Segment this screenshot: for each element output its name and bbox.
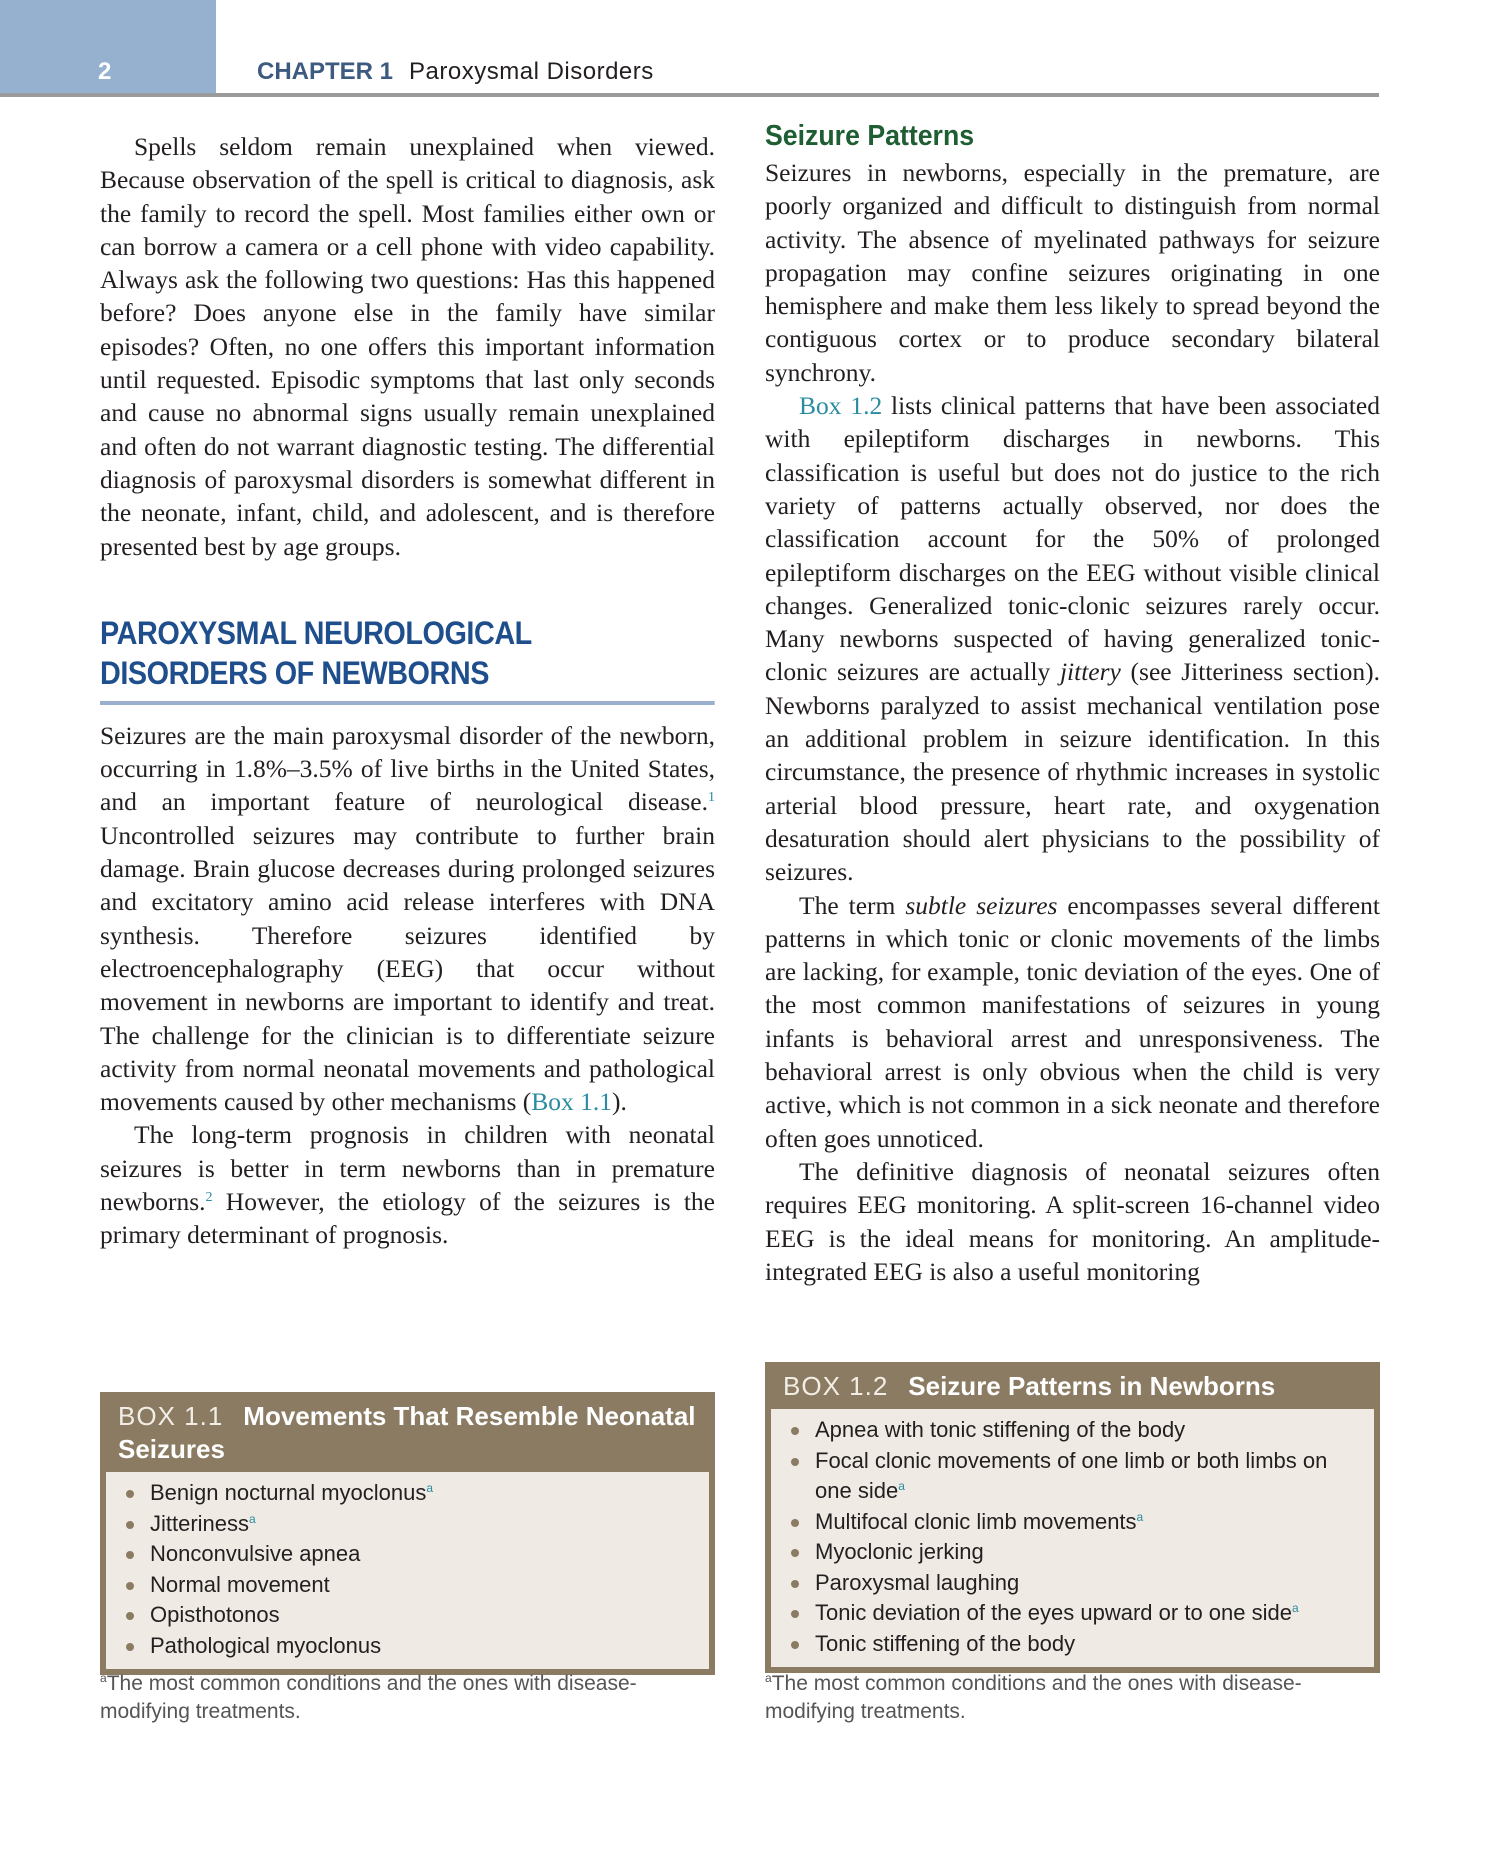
footnote-marker: a [426, 1481, 434, 1495]
footnote-text: The most common conditions and the ones with disease-modifying treatments. [100, 1672, 637, 1723]
reference-2-link[interactable]: 2 [205, 1190, 213, 1206]
box-1-1-link[interactable]: Box 1.1 [531, 1087, 613, 1117]
footnote-marker: a [1291, 1601, 1299, 1615]
box-title: Movements That Resemble Neonatal Seizures [118, 1401, 696, 1464]
list-item [116, 1600, 699, 1631]
item-text: Jitteriness [150, 1510, 250, 1536]
box-1-2-footnote [765, 1670, 1380, 1726]
box-number: BOX 1.2 [783, 1371, 889, 1401]
item-text: Benign nocturnal myoclonus [150, 1480, 427, 1505]
footnote-marker: a [1136, 1509, 1144, 1524]
running-header [257, 58, 654, 86]
subtle-seizures-paragraph [765, 889, 1380, 1155]
subheading-seizure-patterns: Seizure Patterns [765, 120, 975, 152]
intro-paragraph: Spells seldom remain unexplained when viewed. Because observation of the spell is critical to diagnosis, ask the family to record the spell. Most families either own or can borrow a camera or a cell phone with video capability. Always ask the following two questions: Has this happened before? Does anyone else in the family have similar episodes? Often, no one offers this important information until requested. Episodic symptoms that last only seconds and cause no abnormal signs usually remain unexplained and often do not warrant diagnostic testing. The differential diagnosis of paroxysmal disorders is somewhat different in the neonate, infant, child, and adolescent, and is therefore presented best by age groups. [100, 132, 715, 561]
text-run: However, the etiology of the seizures is the primary determinant of prognosis. [100, 1187, 715, 1250]
box-body [106, 1472, 709, 1669]
chapter-title: Paroxysmal Disorders [409, 58, 654, 85]
emphasis: jittery [1059, 657, 1121, 687]
item-text: Myoclonic jerking [815, 1539, 984, 1564]
footnote-marker: a [898, 1479, 905, 1493]
item-text: Apnea with tonic stiffening of the body [815, 1417, 1186, 1442]
text-run: Uncontrolled seizures may contribute to further brain damage. Brain glucose decreases during prolonged seizures and excitatory amino acid release interferes with DNA synthesis. Therefore seizures identified by electroencephalography (EEG) that occur without movement in newborns are important to identify and treat. The challenge for the clinician is to differentiate seizure activity from normal neonatal movements and pathological movements caused by other mechanisms ( [100, 820, 715, 1117]
header-rule [0, 93, 1379, 97]
box-number: BOX 1.1 [118, 1401, 224, 1431]
page-number-block [0, 0, 216, 94]
list-item [116, 1570, 699, 1601]
box-list [116, 1478, 699, 1661]
left-column [100, 130, 715, 1252]
text-run: Seizures are the main paroxysmal disorder of the newborn, occurring in 1.8%–3.5% of live births in the United States, and an important feature of neurological disease. [100, 720, 715, 817]
box-body [771, 1409, 1374, 1667]
newborn-seizures-paragraph [100, 719, 715, 1119]
footnote-mark: a [100, 1671, 107, 1685]
chapter-label: CHAPTER 1 [257, 58, 394, 85]
box-header [106, 1392, 709, 1472]
item-text: Multifocal clonic limb movements [815, 1508, 1137, 1534]
text-run: ). [612, 1087, 627, 1117]
eeg-diagnosis-paragraph: The definitive diagnosis of neonatal seizures often requires EEG monitoring. A split-screen 16-channel video EEG is the ideal means for monitoring. An amplitude-integrated EEG is also a useful monitoring [765, 1156, 1380, 1286]
box-list [781, 1415, 1364, 1659]
item-text: Tonic deviation of the eyes upward or to one side [815, 1600, 1292, 1625]
box-1-1 [100, 1392, 715, 1675]
text-run: The long-term prognosis in children with neonatal seizures is better in term newborns than in premature newborns. [100, 1120, 715, 1217]
list-item [116, 1539, 699, 1570]
list-item [781, 1446, 1364, 1507]
right-column [765, 118, 1380, 1288]
emphasis: subtle seizures [905, 890, 1058, 920]
footnote-marker: a [249, 1511, 256, 1526]
page-number: 2 [98, 58, 112, 85]
section-heading [100, 613, 714, 705]
item-text: Tonic stiffening of the body [815, 1630, 1076, 1656]
text-run: lists clinical patterns that have been associated with epileptiform discharges in newborns. This classification is useful but does not do justice to the rich variety of patterns actually observed, nor does the classification account for the 50% of prolonged epileptiform discharges on the EEG without visible clinical changes. Generalized tonic-clonic seizures rarely occur. Many newborns suspected of having generalized tonic-clonic seizures are actually [765, 391, 1381, 687]
footnote-mark: a [765, 1671, 772, 1685]
list-item [781, 1537, 1364, 1568]
list-item [116, 1509, 699, 1540]
item-text: Opisthotonos [150, 1602, 280, 1627]
footnote-text: The most common conditions and the ones with disease-modifying treatments. [765, 1672, 1302, 1723]
list-item [116, 1478, 699, 1509]
reference-1-link[interactable]: 1 [708, 790, 715, 806]
list-item [781, 1415, 1364, 1446]
prognosis-paragraph [100, 1118, 715, 1251]
section-heading-line1: PAROXYSMAL NEUROLOGICAL [100, 614, 532, 651]
box-1-2-link[interactable]: Box 1.2 [799, 391, 883, 421]
section-heading-line2: DISORDERS OF NEWBORNS [100, 654, 489, 691]
list-item [781, 1629, 1364, 1660]
item-text: Normal movement [150, 1571, 330, 1597]
seizure-patterns-paragraph: Seizures in newborns, especially in the premature, are poorly organized and difficult to distinguish from normal activity. The absence of myelinated pathways for seizure propagation may confine seizures originating in one hemisphere and make them less likely to spread beyond the contiguous cortex or to produce secondary bilateral synchrony. [765, 158, 1380, 387]
item-text: Paroxysmal laughing [815, 1569, 1020, 1595]
text-run: encompasses several different patterns in which tonic or clonic movements of the limbs are lacking, for example, tonic deviation of the eyes. One of the most common manifestations of seizures in young infants is behavioral arrest and unresponsiveness. The behavioral arrest is only obvious when the child is very active, which is not common in a sick neonate and therefore often goes unnoticed. [765, 890, 1381, 1153]
list-item [116, 1631, 699, 1662]
box-1-1-footnote [100, 1670, 715, 1726]
text-run: The term [799, 890, 906, 920]
text-run: (see Jitteriness section). Newborns paralyzed to assist mechanical ventilation pose an additional problem in seizure identification. In this circumstance, the presence of rhythmic increases in systolic arterial blood pressure, heart rate, and oxygenation desaturation should alert physicians to the possibility of seizures. [765, 657, 1380, 887]
box-title: Seizure Patterns in Newborns [908, 1371, 1276, 1401]
item-text: Focal clonic movements of one limb or both limbs on one side [815, 1447, 1328, 1503]
item-text: Nonconvulsive apnea [150, 1541, 361, 1566]
list-item [781, 1598, 1364, 1629]
box-1-2 [765, 1362, 1380, 1673]
box-header [771, 1362, 1374, 1409]
list-item [781, 1568, 1364, 1599]
list-item [781, 1507, 1364, 1538]
item-text: Pathological myoclonus [150, 1632, 382, 1658]
box-reference-paragraph [765, 389, 1380, 888]
